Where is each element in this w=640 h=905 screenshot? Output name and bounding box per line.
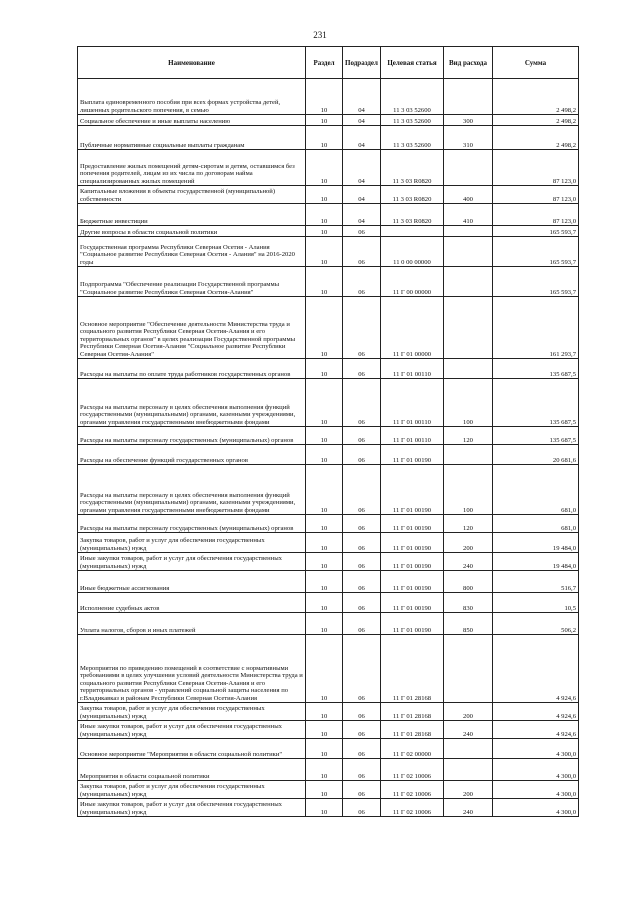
row-target: 11 3 03 R0820 (381, 186, 444, 204)
row-section: 10 (306, 297, 343, 359)
row-name: Выплата единовременного пособия при всех формах устройства детей, лишенных родительского попечения, в семью (78, 79, 306, 115)
row-subsection: 06 (343, 759, 381, 781)
row-subsection: 06 (343, 739, 381, 759)
table-header-row (78, 47, 579, 79)
row-expense-type (444, 226, 493, 237)
row-subsection: 06 (343, 237, 381, 267)
row-expense-type (444, 79, 493, 115)
row-target: 11 Г 01 00190 (381, 613, 444, 635)
row-subsection: 06 (343, 635, 381, 703)
row-subsection: 06 (343, 379, 381, 427)
table-row (78, 571, 579, 593)
row-subsection: 06 (343, 613, 381, 635)
table-row (78, 799, 579, 817)
row-expense-type (444, 237, 493, 267)
row-name: Закупка товаров, работ и услуг для обеспечения государственных (муниципальных) нужд (78, 703, 306, 721)
row-name: Закупка товаров, работ и услуг для обеспечения государственных (муниципальных) нужд (78, 533, 306, 553)
row-subsection: 06 (343, 226, 381, 237)
row-name: Предоставление жилых помещений детям-сиротам и детям, оставшимся без попечения родителей, лицам из их числа по договорам найма специализированных жилых помещений (78, 150, 306, 186)
row-name: Расходы на выплаты по оплате труда работников государственных органов (78, 359, 306, 379)
row-target: 11 Г 01 00110 (381, 427, 444, 445)
row-amount: 516,7 (493, 571, 579, 593)
row-name: Другие вопросы в области социальной политики (78, 226, 306, 237)
row-expense-type (444, 759, 493, 781)
row-subsection: 06 (343, 553, 381, 571)
row-section: 10 (306, 571, 343, 593)
row-name: Иные закупки товаров, работ и услуг для обеспечения государственных (муниципальных) нужд (78, 721, 306, 739)
row-name: Государственная программа Республики Северная Осетия - Алания "Социальное развитие Республики Северная Осетия - Алания" на 2016-2020 годы (78, 237, 306, 267)
row-subsection: 06 (343, 721, 381, 739)
row-name: Бюджетные инвестиции (78, 204, 306, 226)
row-amount: 87 123,0 (493, 204, 579, 226)
row-amount: 681,0 (493, 515, 579, 533)
header-amount: Сумма (493, 47, 579, 79)
row-amount: 2 498,2 (493, 126, 579, 150)
row-section: 10 (306, 721, 343, 739)
row-name: Иные бюджетные ассигнования (78, 571, 306, 593)
row-section: 10 (306, 237, 343, 267)
row-target: 11 3 03 R0820 (381, 204, 444, 226)
row-expense-type: 800 (444, 571, 493, 593)
row-name: Расходы на выплаты персоналу в целях обеспечения выполнения функций государственными (муниципальными) органами, казенными учреждениями, органами управления государственными внебюджетными фондами (78, 379, 306, 427)
row-target: 11 Г 02 10006 (381, 799, 444, 817)
row-section: 10 (306, 759, 343, 781)
table-row (78, 204, 579, 226)
row-section: 10 (306, 703, 343, 721)
row-amount: 161 293,7 (493, 297, 579, 359)
table-row (78, 445, 579, 465)
row-expense-type: 120 (444, 427, 493, 445)
table-row (78, 237, 579, 267)
row-section: 10 (306, 445, 343, 465)
row-amount: 10,5 (493, 593, 579, 613)
row-target: 11 Г 02 10006 (381, 781, 444, 799)
row-target: 11 Г 01 28168 (381, 635, 444, 703)
header-target: Целевая статья (381, 47, 444, 79)
row-name: Подпрограмма "Обеспечение реализации Государственной программы "Социальное развитие Республики Северная Осетия-Алания" (78, 267, 306, 297)
row-expense-type (444, 297, 493, 359)
row-section: 10 (306, 635, 343, 703)
table-body (78, 79, 579, 817)
row-amount: 19 484,0 (493, 553, 579, 571)
row-name: Капитальные вложения в объекты государственной (муниципальной) собственности (78, 186, 306, 204)
row-subsection: 06 (343, 297, 381, 359)
row-subsection: 06 (343, 799, 381, 817)
table-row (78, 635, 579, 703)
table-row (78, 553, 579, 571)
row-expense-type: 400 (444, 186, 493, 204)
row-target: 11 Г 01 00190 (381, 553, 444, 571)
row-target: 11 3 03 R0820 (381, 150, 444, 186)
row-target: 11 3 03 52600 (381, 79, 444, 115)
table-row (78, 186, 579, 204)
row-target: 11 Г 01 00190 (381, 533, 444, 553)
row-expense-type (444, 150, 493, 186)
row-amount: 2 498,2 (493, 79, 579, 115)
row-amount: 19 484,0 (493, 533, 579, 553)
row-amount: 681,0 (493, 465, 579, 515)
row-amount: 165 593,7 (493, 267, 579, 297)
table-row (78, 515, 579, 533)
row-expense-type: 200 (444, 781, 493, 799)
row-name: Социальное обеспечение и иные выплаты населению (78, 115, 306, 126)
row-expense-type: 300 (444, 115, 493, 126)
row-target: 11 Г 01 28168 (381, 721, 444, 739)
row-target: 11 Г 00 00000 (381, 267, 444, 297)
row-name: Основное мероприятие "Обеспечение деятельности Министерства труда и социального развития Республики Северная Осетия-Алания и его территориальных органов" в целях реализации Государственной программы Республики Северная Осетия-Алания "Социальное развитие Республики Северная Осетия-Алания" (78, 297, 306, 359)
row-amount: 4 924,6 (493, 721, 579, 739)
table-row (78, 781, 579, 799)
table-row (78, 115, 579, 126)
row-expense-type: 410 (444, 204, 493, 226)
table-row (78, 721, 579, 739)
header-section: Раздел (306, 47, 343, 79)
row-expense-type: 240 (444, 721, 493, 739)
table-row (78, 703, 579, 721)
row-expense-type: 310 (444, 126, 493, 150)
page-number: 231 (313, 30, 327, 40)
table-row (78, 739, 579, 759)
row-name: Мероприятия в области социальной политики (78, 759, 306, 781)
row-section: 10 (306, 226, 343, 237)
row-amount: 4 924,6 (493, 635, 579, 703)
row-name: Расходы на выплаты персоналу государственных (муниципальных) органов (78, 427, 306, 445)
row-section: 10 (306, 593, 343, 613)
row-amount: 20 681,6 (493, 445, 579, 465)
row-target: 11 Г 01 00190 (381, 593, 444, 613)
table-row (78, 465, 579, 515)
row-amount: 87 123,0 (493, 186, 579, 204)
row-name: Основное мероприятие "Мероприятия в области социальной политики" (78, 739, 306, 759)
row-amount: 2 498,2 (493, 115, 579, 126)
row-amount: 4 300,0 (493, 739, 579, 759)
row-target: 11 Г 01 00110 (381, 359, 444, 379)
row-expense-type: 200 (444, 533, 493, 553)
row-expense-type: 240 (444, 799, 493, 817)
row-expense-type: 200 (444, 703, 493, 721)
row-section: 10 (306, 359, 343, 379)
row-target: 11 3 03 52600 (381, 126, 444, 150)
table-row (78, 359, 579, 379)
row-target: 11 Г 01 00190 (381, 465, 444, 515)
table-row (78, 593, 579, 613)
row-amount: 135 687,5 (493, 379, 579, 427)
row-subsection: 04 (343, 126, 381, 150)
row-section: 10 (306, 150, 343, 186)
row-expense-type (444, 635, 493, 703)
row-expense-type (444, 739, 493, 759)
table-row (78, 79, 579, 115)
row-amount: 165 593,7 (493, 237, 579, 267)
table-row (78, 297, 579, 359)
row-subsection: 06 (343, 465, 381, 515)
row-expense-type: 120 (444, 515, 493, 533)
row-target (381, 226, 444, 237)
table-row (78, 267, 579, 297)
row-subsection: 06 (343, 781, 381, 799)
row-section: 10 (306, 613, 343, 635)
row-expense-type: 240 (444, 553, 493, 571)
row-subsection: 06 (343, 359, 381, 379)
row-subsection: 06 (343, 593, 381, 613)
row-name: Иные закупки товаров, работ и услуг для обеспечения государственных (муниципальных) нужд (78, 799, 306, 817)
row-section: 10 (306, 115, 343, 126)
row-section: 10 (306, 515, 343, 533)
row-amount: 4 300,0 (493, 759, 579, 781)
row-subsection: 06 (343, 703, 381, 721)
row-subsection: 04 (343, 186, 381, 204)
row-amount: 87 123,0 (493, 150, 579, 186)
table-row (78, 533, 579, 553)
row-expense-type: 100 (444, 379, 493, 427)
table-row (78, 126, 579, 150)
row-section: 10 (306, 739, 343, 759)
row-target: 11 Г 02 10006 (381, 759, 444, 781)
row-expense-type: 850 (444, 613, 493, 635)
row-subsection: 04 (343, 150, 381, 186)
row-name: Уплата налогов, сборов и иных платежей (78, 613, 306, 635)
row-section: 10 (306, 553, 343, 571)
header-subsection: Подраздел (343, 47, 381, 79)
row-section: 10 (306, 781, 343, 799)
row-target: 11 Г 01 00190 (381, 515, 444, 533)
row-target: 11 Г 01 00190 (381, 571, 444, 593)
row-expense-type: 100 (444, 465, 493, 515)
row-section: 10 (306, 799, 343, 817)
row-amount: 135 687,5 (493, 427, 579, 445)
row-amount: 506,2 (493, 613, 579, 635)
row-name: Расходы на выплаты персоналу государственных (муниципальных) органов (78, 515, 306, 533)
row-section: 10 (306, 379, 343, 427)
row-target: 11 3 03 52600 (381, 115, 444, 126)
row-section: 10 (306, 186, 343, 204)
row-name: Расходы на обеспечение функций государственных органов (78, 445, 306, 465)
row-subsection: 06 (343, 515, 381, 533)
row-subsection: 04 (343, 79, 381, 115)
row-subsection: 04 (343, 115, 381, 126)
table-row (78, 759, 579, 781)
row-section: 10 (306, 465, 343, 515)
row-subsection: 04 (343, 204, 381, 226)
row-expense-type (444, 359, 493, 379)
row-section: 10 (306, 533, 343, 553)
row-expense-type: 830 (444, 593, 493, 613)
row-name: Расходы на выплаты персоналу в целях обеспечения выполнения функций государственными (муниципальными) органами, казенными учреждениями, органами управления государственными внебюджетными фондами (78, 465, 306, 515)
table-row (78, 226, 579, 237)
row-name: Иные закупки товаров, работ и услуг для обеспечения государственных (муниципальных) нужд (78, 553, 306, 571)
row-section: 10 (306, 126, 343, 150)
row-target: 11 Г 01 00110 (381, 379, 444, 427)
header-expense-type: Вид расхода (444, 47, 493, 79)
row-target: 11 0 00 00000 (381, 237, 444, 267)
header-name: Наименование (78, 47, 306, 79)
row-amount: 4 924,6 (493, 703, 579, 721)
row-subsection: 06 (343, 571, 381, 593)
row-section: 10 (306, 204, 343, 226)
row-subsection: 06 (343, 427, 381, 445)
row-subsection: 06 (343, 533, 381, 553)
row-subsection: 06 (343, 267, 381, 297)
row-expense-type (444, 445, 493, 465)
row-name: Закупка товаров, работ и услуг для обеспечения государственных (муниципальных) нужд (78, 781, 306, 799)
row-section: 10 (306, 267, 343, 297)
row-amount: 4 300,0 (493, 799, 579, 817)
row-name: Исполнение судебных актов (78, 593, 306, 613)
row-expense-type (444, 267, 493, 297)
table-row (78, 427, 579, 445)
row-section: 10 (306, 427, 343, 445)
table-row (78, 379, 579, 427)
row-target: 11 Г 01 00000 (381, 297, 444, 359)
row-amount: 135 687,5 (493, 359, 579, 379)
row-section: 10 (306, 79, 343, 115)
row-amount: 4 300,0 (493, 781, 579, 799)
row-target: 11 Г 01 28168 (381, 703, 444, 721)
row-subsection: 06 (343, 445, 381, 465)
row-name: Публичные нормативные социальные выплаты гражданам (78, 126, 306, 150)
row-target: 11 Г 01 00190 (381, 445, 444, 465)
table-row (78, 150, 579, 186)
budget-table (77, 46, 579, 817)
row-name: Мероприятия по приведению помещений в соответствие с нормативными требованиями в целях улучшения условий деятельности Министерства труда и социального развития Республики Северная Осетия-Алания и его территориальных органов - управлений социальной защиты населения по г.Владикавказ и районам Республики Северная Осетия-Алания (78, 635, 306, 703)
row-target: 11 Г 02 00000 (381, 739, 444, 759)
table-row (78, 613, 579, 635)
row-amount: 165 593,7 (493, 226, 579, 237)
